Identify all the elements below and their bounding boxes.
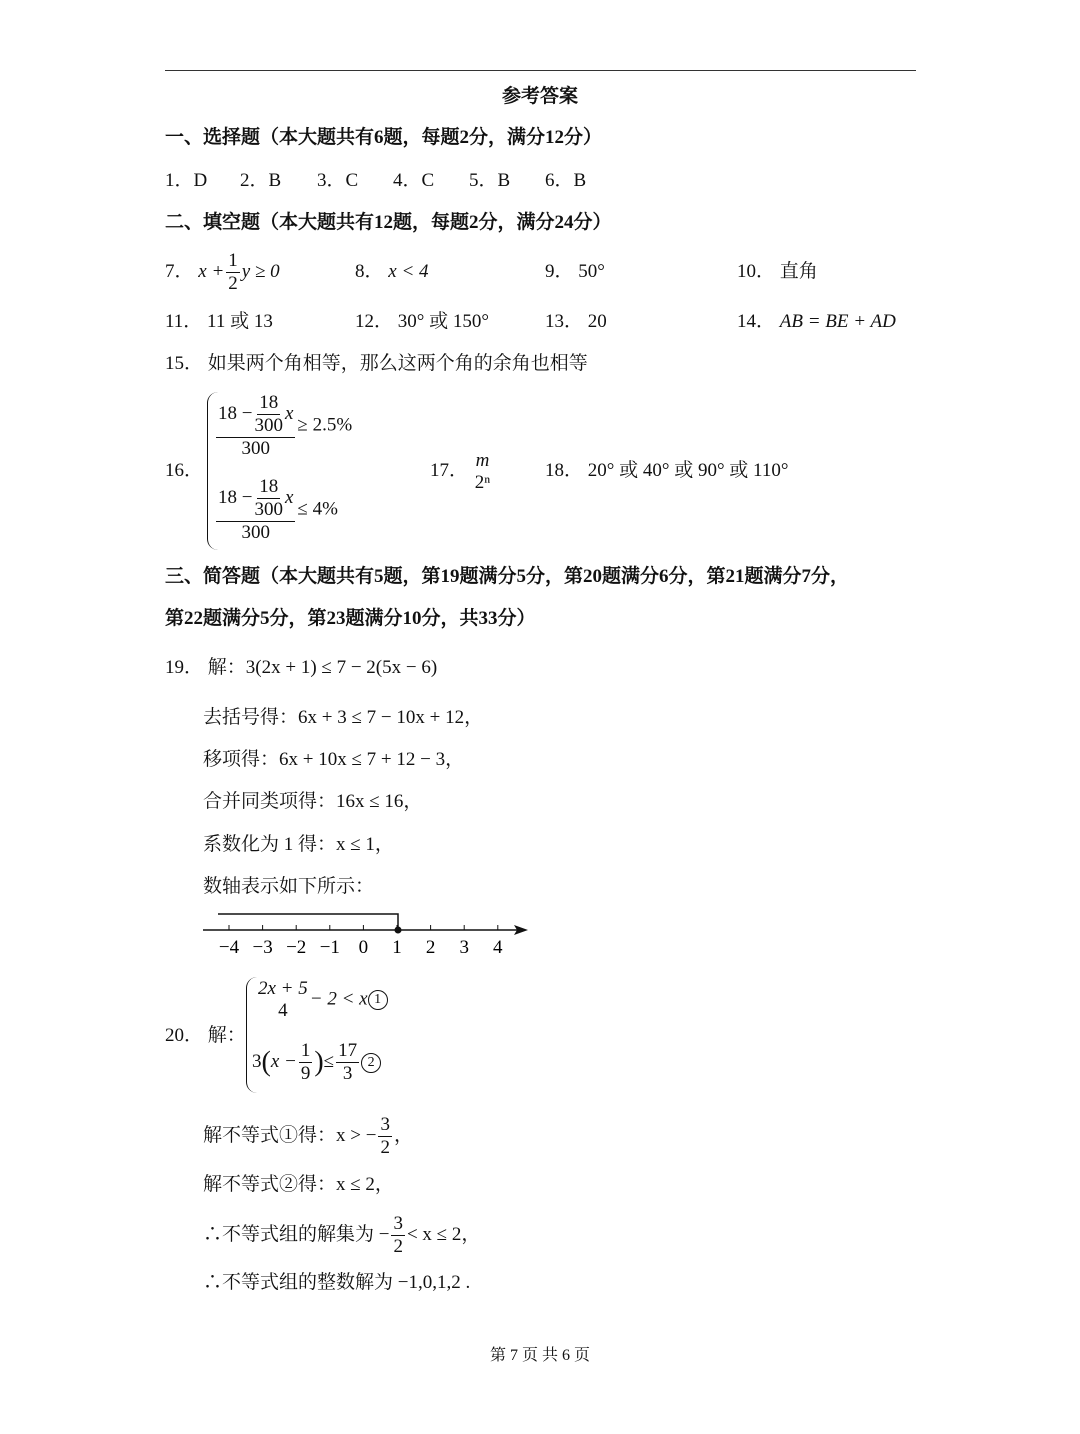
answer-13: 13． 20 bbox=[545, 311, 607, 332]
answer-20-ineq-2: 3(x − $\frac{1}{9}$ )≤ $\frac{17}{3}$ 2 bbox=[252, 1040, 381, 1085]
step-4: 系数化为 1 得：x ≤ 1， bbox=[203, 834, 394, 855]
answer-2: 2．B bbox=[240, 170, 282, 191]
step-3: 合并同类项得：16x ≤ 16， bbox=[203, 791, 423, 812]
section-1-heading: 一、选择题（本大题共有6题，每题2分，满分12分） bbox=[165, 127, 603, 148]
answer-8: 8． x < 4 bbox=[355, 261, 429, 282]
answer-6: 6．B bbox=[545, 170, 587, 191]
answer-7: 7． x + $\frac{1}{2}$ y ≥ 0 bbox=[165, 250, 280, 295]
axis-label: −4 bbox=[218, 937, 240, 958]
answer-1: 1．D bbox=[165, 170, 208, 191]
axis-label: −2 bbox=[286, 937, 307, 958]
answer-16-label: 16． bbox=[165, 460, 204, 481]
page-footer: 第 7 页 共 6 页 bbox=[489, 1347, 590, 1364]
step-5: 数轴表示如下所示： bbox=[203, 876, 375, 897]
answer-4: 4．C bbox=[393, 170, 435, 191]
line-3: ∴不等式组的解集为 − $\frac{3}{2}$ < x ≤ 2， bbox=[203, 1213, 481, 1258]
answer-12: 12． 30° 或 150° bbox=[355, 311, 489, 332]
answer-11: 11． 11 或 13 bbox=[165, 311, 273, 332]
endpoint-dot bbox=[395, 927, 402, 934]
axis-label: −3 bbox=[252, 937, 273, 958]
step-1: 去括号得：6x + 3 ≤ 7 − 10x + 12， bbox=[203, 707, 484, 728]
answer-16-ineq-1: 18 − $\frac{18}{300}$ x 300 ≥ 2.5% bbox=[218, 392, 353, 459]
line-2: 解不等式②得：x ≤ 2， bbox=[203, 1174, 394, 1195]
answer-9: 9． 50° bbox=[545, 261, 605, 282]
section-3-heading-cont: 第22题满分5分，第23题满分10分，共33分） bbox=[165, 608, 536, 629]
answer-3: 3．C bbox=[317, 170, 359, 191]
answer-5: 5．B bbox=[469, 170, 511, 191]
axis-label: 3 bbox=[459, 937, 469, 958]
line-4: ∴不等式组的整数解为 −1,0,1,2 . bbox=[203, 1272, 471, 1293]
answer-19: 19． 解：3(2x + 1) ≤ 7 − 2(5x − 6) bbox=[165, 657, 438, 678]
page-title: 参考答案 bbox=[501, 86, 578, 107]
answer-16-ineq-2: 18 − $\frac{18}{300}$ x 300 ≤ 4% bbox=[218, 476, 338, 543]
answer-10: 10． 直角 bbox=[737, 261, 818, 282]
answer-14: 14． AB = BE + AD bbox=[737, 311, 896, 332]
answer-18: 18． 20° 或 40° 或 90° 或 110° bbox=[545, 460, 789, 481]
section-3-heading: 三、简答题（本大题共有5题，第19题满分5分，第20题满分6分，第21题满分7分， bbox=[165, 566, 850, 587]
answer-20-label: 20． 解： bbox=[165, 1025, 246, 1046]
answer-20-ineq-1: 2x + 5 4 − 2 < x 1 bbox=[256, 978, 388, 1022]
section-2-heading: 二、填空题（本大题共有12题，每题2分，满分24分） bbox=[165, 212, 612, 233]
axis-label: 2 bbox=[425, 937, 436, 958]
axis-label: 1 bbox=[392, 937, 402, 958]
axis-label: 0 bbox=[358, 937, 369, 958]
answer-15: 15． 如果两个角相等，那么这两个角的余角也相等 bbox=[165, 353, 588, 374]
step-2: 移项得：6x + 10x ≤ 7 + 12 − 3， bbox=[203, 749, 465, 770]
axis-label: −1 bbox=[319, 937, 340, 958]
solution-bracket bbox=[218, 914, 398, 930]
answer-17: 17． m 2ⁿ bbox=[430, 449, 491, 493]
axis-label: 4 bbox=[493, 937, 503, 958]
line-1: 解不等式①得：x > − $\frac{3}{2}$ ， bbox=[203, 1114, 413, 1159]
